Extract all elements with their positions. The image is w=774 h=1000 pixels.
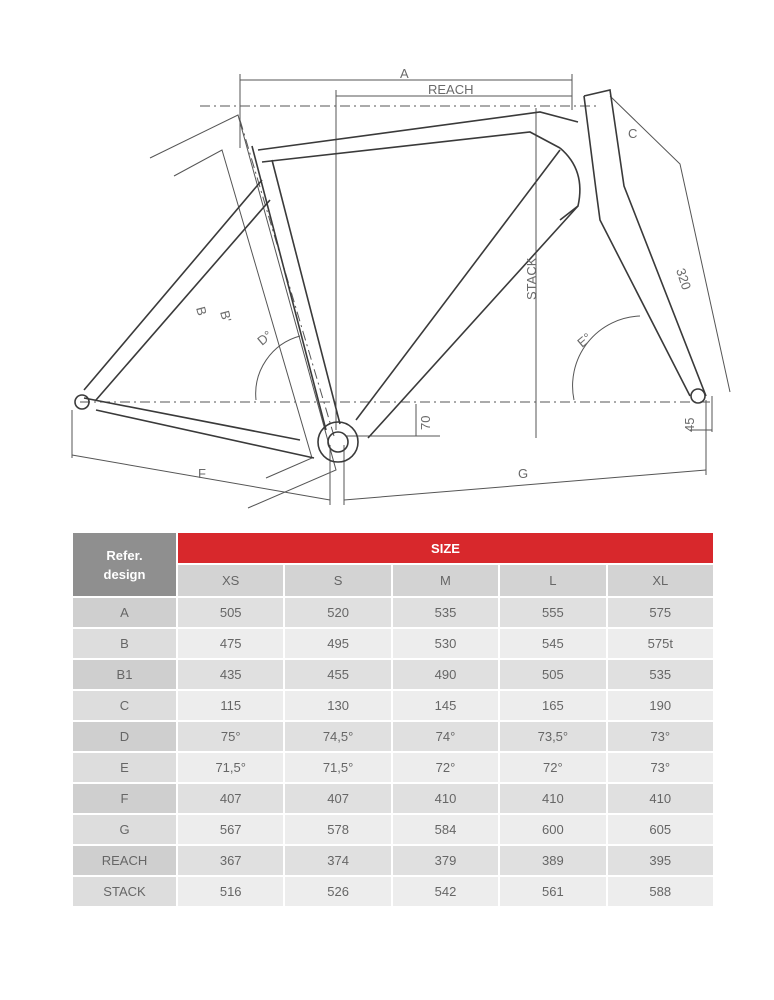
table-row xyxy=(72,659,714,690)
table-row xyxy=(72,783,714,814)
ref-header-line2: design xyxy=(103,566,146,582)
table-cell: 75° xyxy=(177,721,284,752)
row-label: C xyxy=(72,690,177,721)
table-cell: 575 xyxy=(607,597,714,628)
row-label: D xyxy=(72,721,177,752)
table-cell: 73,5° xyxy=(499,721,606,752)
table-cell: 74,5° xyxy=(284,721,391,752)
table-cell: 490 xyxy=(392,659,499,690)
table-row xyxy=(72,876,714,907)
table-cell: 407 xyxy=(284,783,391,814)
table-row xyxy=(72,845,714,876)
row-label: B1 xyxy=(72,659,177,690)
table-cell: 73° xyxy=(607,752,714,783)
table-cell: 410 xyxy=(499,783,606,814)
label-bb-drop: 70 xyxy=(418,415,433,430)
label-stack: STACK xyxy=(524,257,539,300)
row-label: A xyxy=(72,597,177,628)
table-cell: 374 xyxy=(284,845,391,876)
table-cell: 410 xyxy=(392,783,499,814)
table-row xyxy=(72,690,714,721)
table-row xyxy=(72,597,714,628)
table-cell: 542 xyxy=(392,876,499,907)
table-cell: 535 xyxy=(392,597,499,628)
table-cell: 575t xyxy=(607,628,714,659)
table-cell: 72° xyxy=(392,752,499,783)
label-c: C xyxy=(628,126,638,141)
label-e-angle: E° xyxy=(574,329,595,351)
table-cell: 435 xyxy=(177,659,284,690)
table-cell: 455 xyxy=(284,659,391,690)
table-cell: 71,5° xyxy=(177,752,284,783)
table-cell: 605 xyxy=(607,814,714,845)
table-cell: 567 xyxy=(177,814,284,845)
table-row xyxy=(72,752,714,783)
table-cell: 516 xyxy=(177,876,284,907)
table-cell: 130 xyxy=(284,690,391,721)
table-cell: 407 xyxy=(177,783,284,814)
size-col-l: L xyxy=(499,564,606,597)
table-cell: 165 xyxy=(499,690,606,721)
table-cell: 475 xyxy=(177,628,284,659)
table-cell: 410 xyxy=(607,783,714,814)
table-cell: 190 xyxy=(607,690,714,721)
table-cell: 530 xyxy=(392,628,499,659)
table-cell: 555 xyxy=(499,597,606,628)
size-col-xs: XS xyxy=(177,564,284,597)
table-cell: 578 xyxy=(284,814,391,845)
size-col-m: M xyxy=(392,564,499,597)
size-header: SIZE xyxy=(177,532,714,564)
table-cell: 520 xyxy=(284,597,391,628)
ref-design-header xyxy=(72,532,177,597)
label-reach: REACH xyxy=(428,82,474,97)
table-cell: 526 xyxy=(284,876,391,907)
label-b: B xyxy=(193,304,210,318)
table-cell: 395 xyxy=(607,845,714,876)
table-row xyxy=(72,628,714,659)
table-cell: 73° xyxy=(607,721,714,752)
size-col-xl: XL xyxy=(607,564,714,597)
row-label: F xyxy=(72,783,177,814)
row-label: B xyxy=(72,628,177,659)
table-cell: 588 xyxy=(607,876,714,907)
table-cell: 389 xyxy=(499,845,606,876)
row-label: G xyxy=(72,814,177,845)
geometry-table xyxy=(71,531,715,908)
table-cell: 145 xyxy=(392,690,499,721)
row-label: REACH xyxy=(72,845,177,876)
label-b1: B' xyxy=(217,308,235,324)
table-cell: 561 xyxy=(499,876,606,907)
label-a: A xyxy=(400,66,409,81)
table-cell: 71,5° xyxy=(284,752,391,783)
row-label: E xyxy=(72,752,177,783)
label-fork-offset: 45 xyxy=(682,417,697,432)
table-cell: 367 xyxy=(177,845,284,876)
size-col-s: S xyxy=(284,564,391,597)
table-cell: 115 xyxy=(177,690,284,721)
table-cell: 535 xyxy=(607,659,714,690)
label-d-angle: D° xyxy=(254,327,276,349)
table-cell: 600 xyxy=(499,814,606,845)
label-f: F xyxy=(198,466,206,481)
table-cell: 505 xyxy=(177,597,284,628)
label-fork-length: 320 xyxy=(673,266,695,292)
label-g: G xyxy=(518,466,529,481)
table-row xyxy=(72,721,714,752)
table-cell: 495 xyxy=(284,628,391,659)
row-label: STACK xyxy=(72,876,177,907)
ref-header-line1: Refer. xyxy=(106,547,143,563)
table-cell: 545 xyxy=(499,628,606,659)
table-cell: 72° xyxy=(499,752,606,783)
table-cell: 379 xyxy=(392,845,499,876)
table-row xyxy=(72,814,714,845)
table-cell: 505 xyxy=(499,659,606,690)
angle-arc-e xyxy=(573,316,640,400)
bike-frame xyxy=(75,90,706,462)
table-cell: 584 xyxy=(392,814,499,845)
table-cell: 74° xyxy=(392,721,499,752)
